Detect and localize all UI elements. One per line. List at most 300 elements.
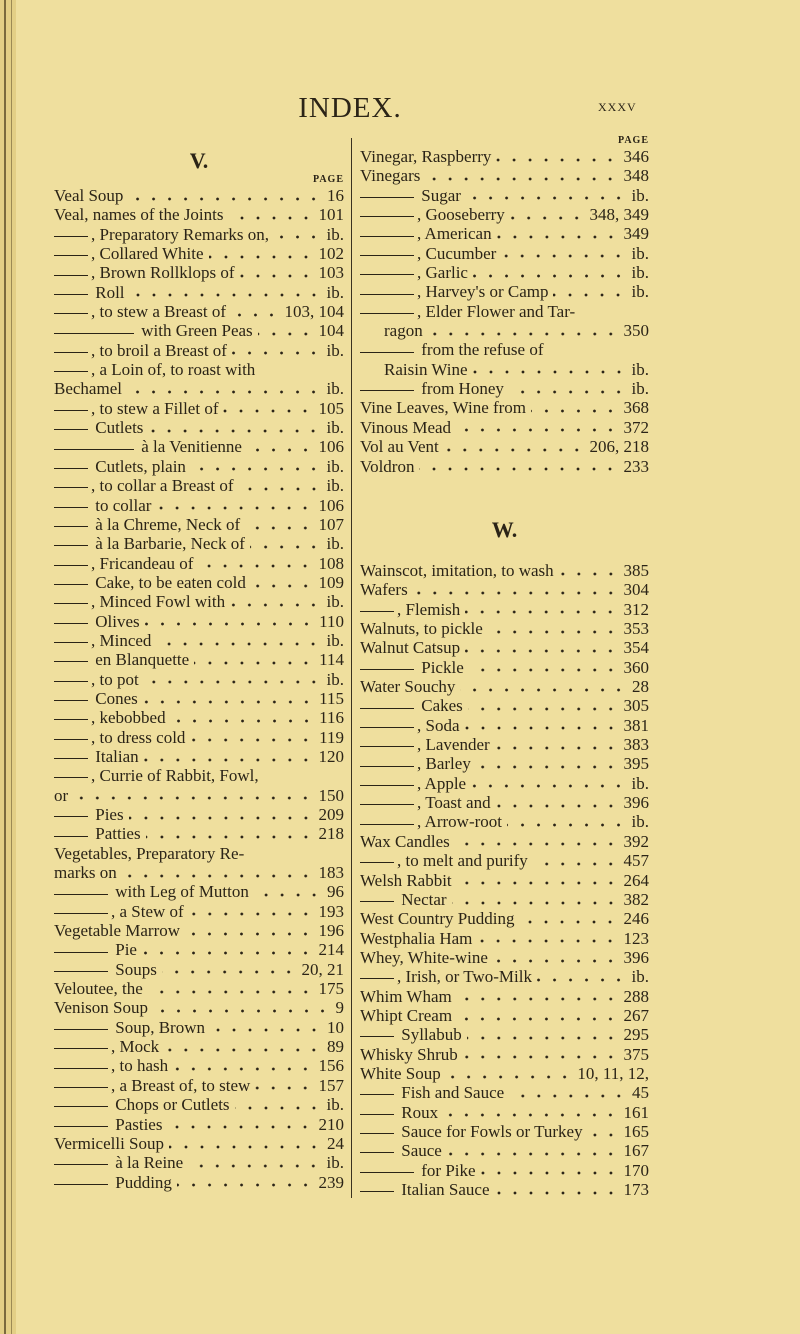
entry-label: , Toast and (417, 793, 491, 813)
entry-label: Vegetable Marrow (54, 921, 181, 941)
entry-label: , Mock (111, 1037, 160, 1057)
left-column (54, 148, 344, 1192)
entry-label: Cones (91, 688, 138, 708)
ditto-dash (360, 294, 414, 295)
index-entry (54, 399, 344, 418)
dot-leader (467, 1036, 619, 1040)
ditto-dash (360, 746, 414, 747)
entry-label: Cutlets (91, 418, 144, 438)
index-entry (360, 186, 649, 205)
entry-page-number: 239 (318, 1172, 344, 1192)
ditto-dash (54, 642, 88, 643)
index-entry (360, 812, 649, 831)
dot-leader (473, 370, 627, 374)
index-entry (54, 979, 344, 998)
index-entry (360, 851, 649, 870)
entry-page-number: ib. (326, 418, 344, 438)
entry-page-number: 360 (623, 657, 649, 677)
index-entry (54, 670, 344, 689)
dot-leader (239, 487, 322, 491)
ditto-dash (54, 468, 88, 469)
entry-label: , to melt and purify (397, 851, 528, 871)
index-entry (360, 774, 649, 793)
entry-label: or (54, 785, 69, 805)
entry-label: Whey, White-wine (360, 947, 488, 967)
dot-leader (185, 932, 313, 936)
entry-page-number: 170 (623, 1160, 649, 1180)
entry-page-number: 383 (623, 735, 649, 755)
entry-page-number: 9 (335, 998, 344, 1018)
ditto-dash (54, 700, 88, 701)
ditto-dash (360, 1172, 414, 1173)
index-entry (54, 1153, 344, 1172)
dot-leader (156, 506, 313, 510)
index-entry (360, 1064, 649, 1083)
index-entry (360, 793, 649, 812)
entry-label: , to dress cold (91, 727, 186, 747)
dot-leader (531, 409, 618, 413)
dot-leader (232, 351, 322, 355)
entry-label: , a Stew of (111, 901, 184, 921)
ditto-dash (360, 785, 414, 786)
dot-leader (189, 912, 314, 916)
dot-leader (173, 1067, 313, 1071)
index-entry (54, 321, 344, 340)
dot-leader (452, 901, 619, 905)
entry-page-number: 119 (319, 727, 344, 747)
index-entry (54, 186, 344, 205)
index-entry (360, 735, 649, 754)
entry-page-number: 210 (318, 1114, 344, 1134)
ditto-dash (360, 1152, 394, 1153)
entry-label: Pasties (111, 1114, 163, 1134)
dot-leader (169, 1145, 322, 1149)
index-entry (54, 341, 344, 360)
entry-page-number: ib. (631, 243, 649, 263)
entry-page-number: 348 (623, 166, 649, 186)
entry-page-number: 354 (623, 638, 649, 658)
dot-leader (171, 719, 315, 723)
dot-leader (230, 603, 321, 607)
ditto-dash (360, 313, 414, 314)
index-entry (360, 398, 649, 417)
entry-label: with Leg of Mutton (111, 882, 249, 902)
dot-leader (127, 390, 322, 394)
entry-page-number: 246 (623, 909, 649, 929)
entry-page-number: 305 (623, 696, 649, 716)
entry-page-number: 89 (327, 1037, 344, 1057)
entry-label: Olives (91, 611, 140, 631)
entry-label: Cake, to be eaten cold (91, 572, 246, 592)
index-entry (360, 716, 649, 735)
entry-label: Fish and Sauce (397, 1083, 505, 1103)
entry-page-number: 120 (318, 746, 344, 766)
entry-page-number: 353 (623, 619, 649, 639)
dot-leader (463, 1055, 619, 1059)
dot-leader (130, 293, 322, 297)
entry-page-number: 175 (318, 979, 344, 999)
index-entry (360, 340, 649, 359)
dot-leader (465, 726, 619, 730)
dot-leader (258, 332, 314, 336)
index-entry (54, 302, 344, 321)
entry-page-number: 395 (623, 754, 649, 774)
entry-page-number: 196 (318, 921, 344, 941)
index-entry (360, 379, 649, 398)
entry-page-number: 375 (623, 1044, 649, 1064)
dot-leader (235, 1106, 322, 1110)
index-entry (360, 302, 649, 321)
entry-page-number: 372 (623, 417, 649, 437)
dot-leader (588, 1133, 619, 1137)
ditto-dash (54, 836, 88, 837)
index-entry (54, 824, 344, 843)
entry-page-number: 24 (327, 1133, 344, 1153)
ditto-dash (360, 216, 414, 217)
index-entry (360, 205, 649, 224)
entry-label: à la Barbarie, Neck of (91, 534, 245, 554)
entry-page-number: 105 (318, 398, 344, 418)
entry-label: , Apple (417, 773, 467, 793)
dot-leader (254, 893, 322, 897)
index-entry (360, 1122, 649, 1141)
ditto-dash (360, 766, 414, 767)
entry-page-number: 102 (318, 244, 344, 264)
entry-label: , to collar a Breast of (91, 476, 234, 496)
dot-leader (209, 255, 314, 259)
ditto-dash (54, 352, 88, 353)
entry-label: , Arrow-root (417, 812, 502, 832)
entry-label: Veal Soup (54, 186, 124, 205)
dot-leader (471, 784, 626, 788)
dot-leader (240, 274, 314, 278)
ditto-dash (360, 1191, 394, 1192)
entry-page-number: 156 (318, 1056, 344, 1076)
entry-page-number: 350 (623, 321, 649, 341)
index-entry (54, 689, 344, 708)
entry-label: Pudding (111, 1172, 172, 1192)
index-entry (360, 929, 649, 948)
entry-page-number: 123 (623, 928, 649, 948)
right-column-w (360, 515, 649, 1199)
dot-leader (210, 1028, 322, 1032)
entry-label: Sugar (417, 185, 461, 205)
dot-leader (229, 216, 314, 220)
entry-label: , Barley (417, 754, 471, 774)
ditto-dash (360, 901, 394, 902)
dot-leader (144, 680, 322, 684)
entry-label: West Country Pudding (360, 909, 515, 929)
entry-label: , Flemish (397, 599, 461, 619)
entry-page-number: 108 (318, 553, 344, 573)
entry-page-number: 183 (318, 863, 344, 883)
dot-leader (153, 1009, 331, 1013)
entry-label: Patties (91, 824, 141, 844)
entry-page-number: 173 (623, 1180, 649, 1199)
dot-leader (443, 1113, 618, 1117)
ditto-dash (54, 1164, 108, 1165)
ditto-dash (54, 623, 88, 624)
entry-label: , Minced Fowl with (91, 592, 226, 612)
entry-label: Roll (91, 282, 125, 302)
ditto-dash (54, 816, 88, 817)
ditto-dash (54, 449, 134, 450)
entry-label: Veal, names of the Joints (54, 205, 224, 225)
entry-label: , Gooseberry (417, 205, 505, 225)
page-column-label: PAGE (312, 174, 344, 185)
entry-label: Pickle (417, 657, 464, 677)
entry-label: , Brown Rollklops of (91, 263, 235, 283)
entry-page-number: 157 (318, 1075, 344, 1095)
entry-page-number: 165 (623, 1121, 649, 1141)
index-entry (54, 1173, 344, 1192)
entry-page-number: ib. (326, 534, 344, 554)
index-entry (360, 890, 649, 909)
entry-page-number: 101 (318, 205, 344, 225)
index-entry (54, 844, 344, 863)
ditto-dash (360, 255, 414, 256)
entry-page-number: ib. (631, 185, 649, 205)
index-entry (360, 619, 649, 638)
ditto-dash (54, 758, 88, 759)
entry-page-number: 396 (623, 793, 649, 813)
entry-label: , Soda (417, 715, 460, 735)
ditto-dash (54, 429, 88, 430)
ditto-dash (54, 410, 88, 411)
dot-leader (198, 564, 313, 568)
entry-list-v-left (54, 186, 344, 1192)
entry-page-number: 368 (623, 398, 649, 418)
entry-page-number: ib. (631, 359, 649, 379)
entry-page-number: 103 (318, 263, 344, 283)
entry-label: for Pike (417, 1160, 476, 1180)
ditto-dash (54, 952, 108, 953)
ditto-dash (360, 236, 414, 237)
ditto-dash (360, 669, 414, 670)
entry-page-number: ib. (326, 379, 344, 399)
entry-label: Wainscot, imitation, to wash (360, 561, 554, 580)
entry-label: Italian (91, 746, 139, 766)
dot-leader (148, 990, 314, 994)
dot-leader (457, 1017, 618, 1021)
entry-label: Vol au Vent (360, 437, 439, 457)
section-heading-w: W. (491, 517, 518, 542)
index-entry (54, 650, 344, 669)
ditto-dash (360, 708, 414, 709)
entry-label: , Lavender (417, 735, 490, 755)
dot-leader (167, 1125, 313, 1129)
dot-leader (447, 1152, 619, 1156)
dot-leader (533, 862, 619, 866)
index-entry (360, 967, 649, 986)
ditto-dash (360, 197, 414, 198)
ditto-dash (54, 275, 88, 276)
ditto-dash (360, 390, 414, 391)
dot-leader (465, 649, 618, 653)
entry-label: Venison Soup (54, 998, 148, 1018)
index-entry (54, 592, 344, 611)
index-entry (360, 580, 649, 599)
dot-leader (465, 610, 618, 614)
ditto-dash (360, 824, 414, 825)
entry-label: from the refuse of (417, 340, 544, 360)
index-entry (54, 1037, 344, 1056)
entry-label: Soup, Brown (111, 1017, 205, 1037)
entry-label: from Honey (417, 379, 504, 399)
entry-label: , a Breast of, to stew (111, 1075, 251, 1095)
dot-leader (501, 254, 626, 258)
index-entry (54, 940, 344, 959)
dot-leader (164, 1048, 322, 1052)
ditto-dash (54, 333, 134, 334)
entry-label: Vine Leaves, Wine from (360, 398, 527, 418)
index-entry (54, 554, 344, 573)
entry-label: , to stew a Fillet of (91, 398, 219, 418)
index-entry (54, 1056, 344, 1075)
ditto-dash (54, 507, 88, 508)
index-entry (360, 360, 649, 379)
entry-label: , to hash (111, 1056, 169, 1076)
entry-page-number: 45 (632, 1083, 649, 1103)
entry-page-number: 214 (318, 940, 344, 960)
dot-leader (413, 591, 619, 595)
entry-page-number: 349 (623, 224, 649, 244)
index-entry (54, 747, 344, 766)
entry-label: Vegetables, Preparatory Re- (54, 843, 245, 863)
index-entry (360, 418, 649, 437)
entry-label: Vinous Mead (360, 417, 452, 437)
entry-label: Pie (111, 940, 137, 960)
entry-page-number: 167 (623, 1141, 649, 1161)
dot-leader (493, 959, 619, 963)
entry-label: , Preparatory Remarks on, (91, 224, 269, 244)
ditto-dash (54, 661, 88, 662)
index-entry (360, 166, 649, 185)
ditto-dash (54, 894, 108, 895)
index-entry (54, 1076, 344, 1095)
entry-label: Soups (111, 959, 157, 979)
index-entry (360, 1083, 649, 1102)
dot-leader (250, 545, 322, 549)
index-entry (54, 882, 344, 901)
dot-leader (457, 997, 619, 1001)
right-column (360, 135, 649, 476)
entry-page-number: 312 (623, 599, 649, 619)
ditto-dash (360, 1133, 394, 1134)
entry-label: Cutlets, plain (91, 456, 186, 476)
index-entry (54, 283, 344, 302)
dot-leader (510, 216, 585, 220)
entry-page-number: 20, 21 (301, 959, 344, 979)
ditto-dash (54, 1029, 108, 1030)
index-entry (54, 263, 344, 282)
entry-label: Walnut Catsup (360, 638, 461, 658)
ditto-dash (54, 294, 88, 295)
dot-leader (188, 1164, 321, 1168)
entry-page-number: ib. (631, 812, 649, 832)
entry-page-number: 206, 218 (589, 437, 649, 457)
entry-page-number: ib. (631, 773, 649, 793)
dot-leader (444, 448, 585, 452)
index-entry (360, 987, 649, 1006)
entry-page-number: 295 (623, 1025, 649, 1045)
ditto-dash (54, 584, 88, 585)
dot-leader (509, 390, 627, 394)
entry-label: Vermicelli Soup (54, 1133, 165, 1153)
entry-page-number: ib. (326, 456, 344, 476)
index-entry (54, 244, 344, 263)
ditto-dash (360, 727, 414, 728)
dot-leader (428, 332, 619, 336)
index-entry (360, 696, 649, 715)
ditto-dash (54, 1126, 108, 1127)
index-entry (360, 638, 649, 657)
index-entry (360, 437, 649, 456)
index-entry (54, 960, 344, 979)
entry-label: , Harvey's or Camp (417, 282, 549, 302)
entry-label: , American (417, 224, 492, 244)
entry-label: , to pot (91, 669, 139, 689)
page-title: INDEX. (298, 92, 402, 124)
entry-page-number: 109 (318, 572, 344, 592)
dot-leader (497, 235, 619, 239)
entry-page-number: 233 (623, 456, 649, 476)
entry-page-number: 381 (623, 715, 649, 735)
entry-label: , Cucumber (417, 243, 497, 263)
entry-label: Italian Sauce (397, 1180, 490, 1199)
ditto-dash (54, 1184, 108, 1185)
dot-leader (177, 1183, 314, 1187)
entry-label: Wax Candles (360, 831, 450, 851)
dot-leader (156, 642, 321, 646)
entry-label: ragon (384, 321, 423, 341)
dot-leader (148, 429, 321, 433)
dot-leader (476, 765, 619, 769)
entry-label: Roux (397, 1102, 439, 1122)
index-entry (54, 786, 344, 805)
entry-label: Wafers (360, 580, 408, 600)
index-entry (360, 1103, 649, 1122)
ditto-dash (54, 487, 88, 488)
entry-page-number: 28 (632, 677, 649, 697)
index-entry (54, 1115, 344, 1134)
dot-leader (495, 1191, 619, 1195)
ditto-dash (360, 1036, 394, 1037)
dot-leader (251, 584, 314, 588)
index-entry (54, 612, 344, 631)
entry-page-number: 457 (623, 851, 649, 871)
entry-page-number: 107 (318, 514, 344, 534)
column-divider (351, 138, 352, 1198)
ditto-dash (54, 1106, 108, 1107)
entry-page-number: 161 (623, 1102, 649, 1122)
ditto-dash (54, 913, 108, 914)
index-entry (360, 1161, 649, 1180)
dot-leader (466, 196, 627, 200)
entry-label: Cakes (417, 696, 463, 716)
entry-label: Sauce for Fowls or Turkey (397, 1121, 583, 1141)
dot-leader (473, 274, 627, 278)
dot-leader (128, 197, 322, 201)
entry-label: Sauce (397, 1141, 442, 1161)
entry-page-number: ib. (631, 967, 649, 987)
entry-page-number: 304 (623, 580, 649, 600)
dot-leader (274, 235, 322, 239)
index-entry (54, 515, 344, 534)
ditto-dash (54, 603, 88, 604)
entry-page-number: 209 (318, 805, 344, 824)
dot-leader (231, 313, 279, 317)
